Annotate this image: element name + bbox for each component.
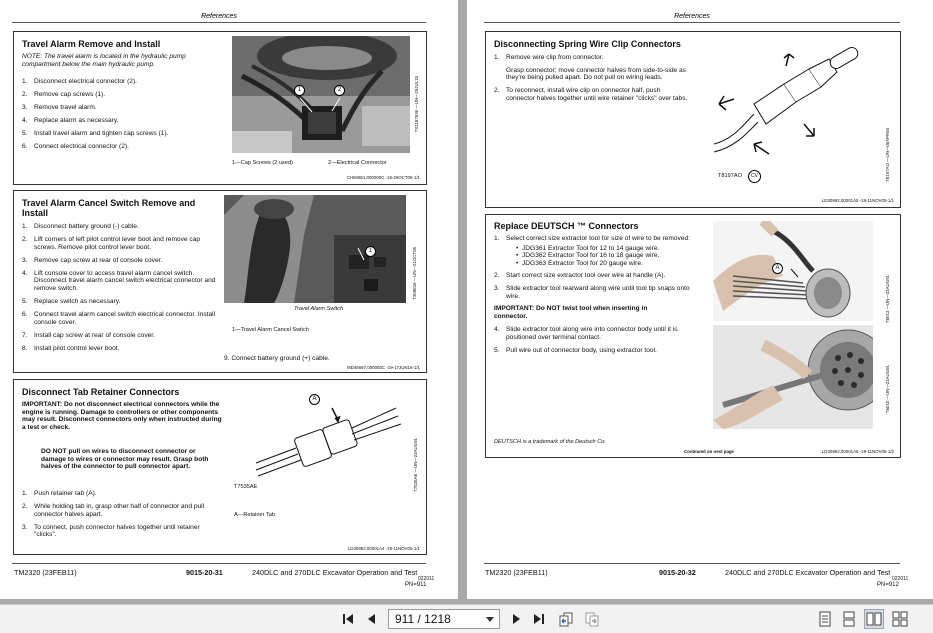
right-page — [467, 0, 933, 599]
figure-code: T8197AO — [718, 173, 742, 179]
list-item: 2. Start correct size extractor tool over wire at handle (A). — [494, 272, 666, 280]
callout-a: A — [772, 263, 783, 274]
note-text: NOTE: The travel alarm is located in the hydraulic pump compartment below the main hydraulic pump. — [22, 53, 186, 68]
footer-small: 022011 — [418, 576, 435, 582]
back-view-icon — [558, 611, 574, 627]
figure-code: T7535AE — [234, 484, 258, 490]
previous-page-icon — [364, 612, 378, 626]
extractor-photo-2 — [713, 325, 873, 429]
section-title: Replace DEUTSCH ™ Connectors — [494, 221, 639, 231]
section-tab-retainer — [13, 379, 427, 555]
forward-view-icon — [584, 611, 600, 627]
footer-doc: TM2320 (23FEB11) — [14, 568, 77, 577]
figure-id: T7535AE —UN—23AUG91 — [413, 438, 418, 492]
figure-id: TX1187636 —UN—29JUL15 — [414, 76, 419, 133]
previous-page-button[interactable] — [362, 610, 380, 628]
footer-doc: TM2320 (23FEB11) — [485, 568, 548, 577]
facing-view-button[interactable] — [865, 610, 883, 628]
list-item: 5. Replace switch as necessary. — [22, 298, 121, 306]
list-item: 4. Slide extractor tool along wire into connector body until it is positioned over terminal contact. — [494, 326, 678, 341]
section-title: Disconnect Tab Retainer Connectors — [22, 387, 180, 397]
important-text: IMPORTANT: Do not disconnect electrical connectors while the engine is running. Damage to controllers or other components may result. Disconnect connectors only when instructed during a test or check. — [22, 401, 222, 431]
section-deutsch — [485, 214, 901, 458]
footer-pn: PN=912 — [877, 582, 899, 588]
callout-2: 2 — [334, 85, 345, 96]
list-item: 1. Disconnect battery ground (-) cable. — [22, 223, 139, 230]
last-page-icon — [532, 612, 546, 626]
list-item: 5. Install travel alarm and tighten cap screws (1). — [22, 130, 169, 138]
cancel-switch-photo — [224, 195, 406, 303]
list-item: 2. To reconnect, install wire clip on connector half, push connector halves together until wire retainer "clicks" over tabs. — [494, 87, 688, 102]
spring-clip-diagram — [714, 44, 864, 174]
section-cancel-switch — [13, 190, 427, 373]
list-item: 4. Replace alarm as necessary. — [22, 117, 119, 125]
first-page-icon — [341, 612, 355, 626]
forward-view-button[interactable] — [583, 610, 601, 628]
chevron-down-icon — [486, 617, 494, 622]
next-page-button[interactable] — [508, 610, 526, 628]
reference-code: LD30992,00001A5 -19-11NOV05-1/1 — [821, 198, 894, 203]
footer-page: 9015-20-31 — [186, 568, 223, 577]
connector-diagram — [246, 388, 406, 486]
steps-list — [22, 490, 222, 544]
footer-title: 240DLC and 270DLC Excavator Operation and Test — [725, 568, 891, 577]
page-number-select[interactable] — [388, 609, 500, 629]
caption-1: 1—Travel Alarm Cancel Switch — [232, 327, 309, 333]
list-item: 2. While holding tab in, grasp other half of connector and pull connector halves apart. — [22, 503, 205, 518]
section-spring-clip — [485, 31, 901, 208]
footer-title: 240DLC and 270DLC Excavator Operation and Test — [252, 568, 418, 577]
section-title: Travel Alarm Cancel Switch Remove and Install — [22, 198, 196, 218]
facing-pages-icon — [866, 611, 882, 627]
caption: A—Retainer Tab — [234, 512, 275, 518]
figure-id: T209816 —UN—21OCT05 — [412, 247, 417, 300]
footer-page: 9015-20-32 — [659, 568, 696, 577]
caption-2: 2—Electrical Connector — [328, 160, 387, 166]
list-item: 2. Remove cap screws (1). — [22, 91, 106, 99]
figure-id: T8197AO —UN—06APR94 — [885, 128, 890, 182]
last-page-button[interactable] — [530, 610, 548, 628]
page-header: References — [484, 6, 900, 23]
back-view-button[interactable] — [557, 610, 575, 628]
list-item: 1. Disconnect electrical connector (2). — [22, 78, 137, 85]
continuous-view-button[interactable] — [840, 610, 858, 628]
first-page-button[interactable] — [339, 610, 357, 628]
section-title: Travel Alarm Remove and Install — [22, 39, 161, 49]
reference-code: LD30992,00001A6 -19-11NOV05-1/2 — [821, 449, 894, 454]
left-page — [0, 0, 458, 599]
reference-code: MD46697,000000C -19-17JUN16-1/1 — [347, 365, 420, 370]
continued-note: Continued on next page — [684, 449, 735, 454]
steps-list — [494, 54, 689, 108]
callout-1: 1 — [294, 85, 305, 96]
single-page-view-button[interactable] — [816, 610, 834, 628]
footer-rule — [12, 563, 426, 564]
list-item: 6. Connect electrical connector (2). — [22, 143, 129, 151]
single-page-icon — [819, 611, 831, 627]
list-item: 3. Remove cap screw at rear of console cover. — [22, 256, 163, 264]
tool-list: • JDG361 Extractor Tool for 12 to 14 gauge wire. • JDG362 Extractor Tool for 16 to 18 gauge wire. • JDG363 Extractor Tool for 20 gauge wire. — [506, 245, 694, 268]
travel-alarm-photo — [232, 36, 410, 153]
section-travel-alarm — [13, 31, 427, 185]
important-text: IMPORTANT: Do NOT twist tool when inserting in connector. — [494, 305, 648, 320]
page-number-value: 911 / 1218 — [395, 612, 451, 626]
trademark-note: DEUTSCH is a trademark of the Deutsch Co. — [494, 439, 606, 445]
reference-code: CH60861,000000C -19-26OCT05-1/1 — [346, 175, 420, 180]
list-item: 1. Select correct size extractor tool for size of wire to be removed: • JDG361 Extractor Tool for 12 to 14 gauge wire. • JDG362 Extractor Tool for 16 to 18 gauge wire. • JDG363 Extractor Tool for 20 gauge wire. — [494, 235, 694, 267]
list-item: 2. Lift corners of left pilot control lever boot and remove cap screws. Remove pilot control lever boot. — [22, 236, 201, 251]
important-text-2: DO NOT pull on wires to disconnect connector or damage to wires or connector may result. Grasp both halves of the connector to pull connector apart. — [41, 448, 209, 471]
figure-id-1: T6013 —UN—23AUG91 — [885, 275, 890, 324]
reference-code: LD30992,00001A4 -19-11NOV05-1/1 — [347, 546, 420, 551]
list-item: 1. Push retainer tab (A). — [22, 490, 97, 497]
continuous-page-icon — [843, 611, 855, 627]
list-item: 4. Lift console cover to access travel alarm cancel switch. Disconnect travel alarm cancel switch electrical connector and remove switch. — [22, 269, 216, 293]
continuous-facing-view-button[interactable] — [891, 610, 909, 628]
page-header: References — [12, 6, 426, 23]
step-9: 9. Connect battery ground (+) cable. — [224, 355, 330, 362]
list-item: 3. To connect, push connector halves together until retainer "clicks". — [22, 523, 200, 539]
callout-1: 1 — [365, 246, 376, 257]
continuous-facing-icon — [892, 611, 908, 627]
cv-mark: CV — [748, 170, 761, 183]
list-item: 3. Slide extractor tool rearward along wire until tool tip snaps onto wire. — [494, 284, 690, 300]
steps-list — [494, 235, 694, 359]
caption-1: 1—Cap Screws (2 used) — [232, 160, 293, 166]
list-item: 5. Pull wire out of connector body, using extractor tool. — [494, 346, 657, 354]
callout-a: A — [309, 394, 320, 405]
section-title: Disconnecting Spring Wire Clip Connectors — [494, 39, 681, 49]
footer-pn: PN=911 — [405, 582, 427, 588]
footer-small: 022011 — [892, 576, 909, 582]
list-item: 8. Install pilot control lever boot. — [22, 345, 120, 353]
list-item: 6. Connect travel alarm cancel switch electrical connector. Install console cover. — [22, 311, 216, 326]
footer-rule — [484, 563, 900, 564]
list-item: 7. Install cap screw at rear of console cover. — [22, 331, 155, 339]
photo-label: Travel Alarm Switch — [294, 306, 344, 312]
steps-list — [22, 78, 222, 157]
viewer-toolbar — [0, 604, 933, 633]
steps-list — [22, 223, 222, 358]
figure-id-2: T6010 —UN—23AUG91 — [885, 365, 890, 414]
next-page-icon — [510, 612, 524, 626]
extractor-photo-1 — [713, 221, 873, 321]
list-item: 3. Remove travel alarm. — [22, 104, 97, 112]
list-item: 1. Remove wire clip from connector. Grasp connector; move connector halves from side-to-side as they're being pulled apart. Do not pull on wiring leads. — [494, 54, 686, 82]
